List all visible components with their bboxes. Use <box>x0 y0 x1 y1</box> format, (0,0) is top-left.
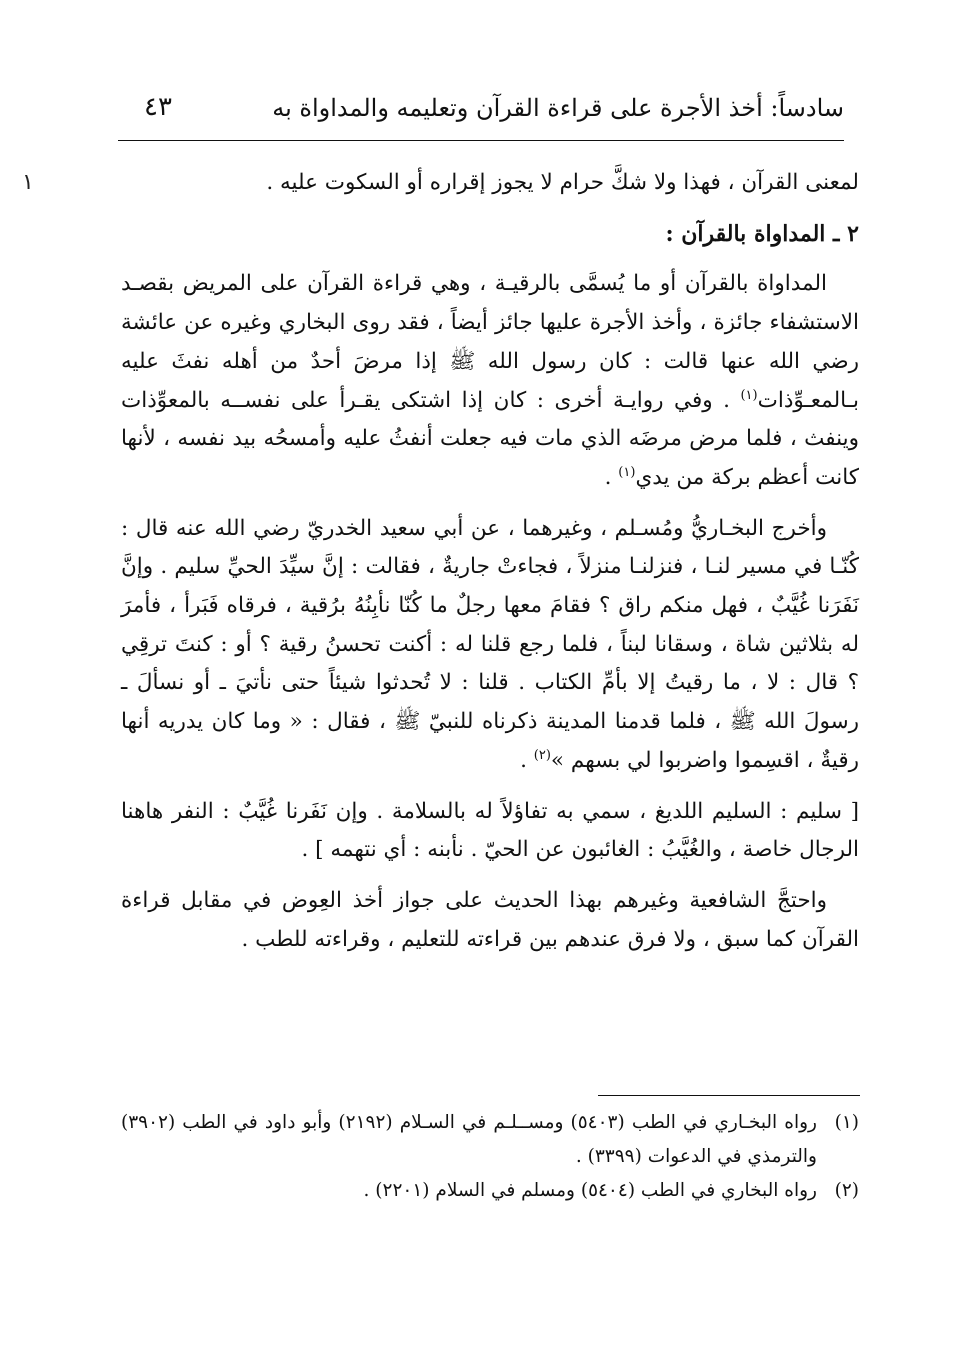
main-text <box>121 164 859 971</box>
paragraph-conclusion: واحتجَّ الشافعية وغيرهم بهذا الحديث على جواز أخذ العِوض في مقابل قراءة القرآن كما سبق ، ولا فرق عندهم بين قراءته للتعليم ، وقراءته للطب . <box>121 887 859 952</box>
paragraph-ruqya <box>121 265 859 497</box>
section-heading: ٢ ـ المداواة بالقرآن : <box>665 220 859 247</box>
paragraph-text: . وفي روايـة أخرى : كان إذا اشتكى يقـرأ على نفســه بالمعوِّذات وينفث ، فلما مرض مرضَه الذي مات فيه جعلت أنفثُ عليه وأمسحُه بيد نفسه ، لأنها كانت أعظم بركة من يدي <box>121 387 859 490</box>
footnote-ref-1[interactable]: (١) <box>740 387 758 403</box>
paragraph-hadith <box>121 510 859 781</box>
footnote-2 <box>121 1174 859 1208</box>
footnote-1 <box>121 1106 859 1174</box>
header-divider <box>118 140 844 141</box>
footnote-ref-1b[interactable]: (١) <box>618 464 636 480</box>
margin-mark: ١ <box>22 170 34 195</box>
chapter-title: سادساً: أخذ الأجرة على قراءة القرآن وتعليمه والمداواة به <box>272 94 844 122</box>
paragraph-text: . <box>604 464 619 490</box>
running-header <box>118 88 844 138</box>
footnote-number: (٢) <box>834 1180 859 1201</box>
paragraph-text: . <box>520 747 534 773</box>
glossary-note: [ سليم : السليم اللديغ ، سمي به تفاؤلاً له بالسلامة . وإن نَفَرنا غُيَّبٌ : النفر هاهنا الرجال خاصة ، والغُيَّبُ : الغائبون عن الحيّ . نأبنه : أي نتهمه ] . <box>121 798 859 863</box>
footnote-text: رواه البخـاري في الطب (٥٤٠٣) ومســلـم في السـلام (٢١٩٢) وأبو داود في الطب (٣٩٠٢) والترمذي في الدعوات (٣٣٩٩) . <box>121 1112 817 1167</box>
page-number: ٤٣ <box>144 92 172 122</box>
footnote-divider <box>598 1095 860 1096</box>
footnotes <box>121 1106 859 1208</box>
footnote-text: رواه البخاري في الطب (٥٤٠٤) ومسلم في السلام (٢٢٠١) . <box>363 1180 817 1201</box>
paragraph-continuation: لمعنى القرآن ، فهذا ولا شكَّ حرام لا يجوز إقراره أو السكوت عليه . <box>266 170 859 195</box>
footnote-number: (١) <box>834 1112 859 1133</box>
paragraph-text: المداواة بالقرآن أو ما يُسمَّى بالرقيـة ، وهي قراءة القرآن على المريض بقصـد الاستشفاء جائزة ، وأخذ الأجرة عليها جائز أيضاً ، فقد روى البخاري وغيره عن عائشة رضي الله عنها قالت : كان رسول الله ﷺ إذا مرضَ أحدٌ من أهله نفثَ عليه بـالمعـوِّذات <box>121 271 859 413</box>
footnote-ref-2[interactable]: (٢) <box>533 747 551 763</box>
paragraph-text: وأخرج البخـاريُّ ومُسـلم ، وغيرهما ، عن أبي سعيد الخدريّ رضي الله عنه قال : كُنّـا في مسير لنـا ، فنزلنـا منزلاً ، فجاءتْ جاريةٌ ، فقالت : إنَّ سيِّدَ الحيِّ سليم . وإنَّ نَفَرَنا غُيَّبٌ ، فهل منكم راق ؟ فقامَ معها رجلٌ ما كُنّا نأبِنُهُ برُقية ، فرقاه فَبَرأ ، فأمرَ له بثلاثين شاة ، وسقانا لبناً ، فلما رجع قلنا له : أكنت تحسنُ رقية ؟ أو : كنتَ ترقِي ؟ قال : لا ، ما رقيتُ إلا بأمِّ الكتاب . قلنا : لا تُحدثوا شيئاً حتى نأتيَ ـ أو نسألَ ـ رسولَ الله ﷺ ، فلما قدمنا المدينة ذكرناه للنبيّ ﷺ ، فقال : « وما كان يدريه أنها رقيةٌ ، اقسِموا واضربوا لي بسهم » <box>121 515 859 773</box>
